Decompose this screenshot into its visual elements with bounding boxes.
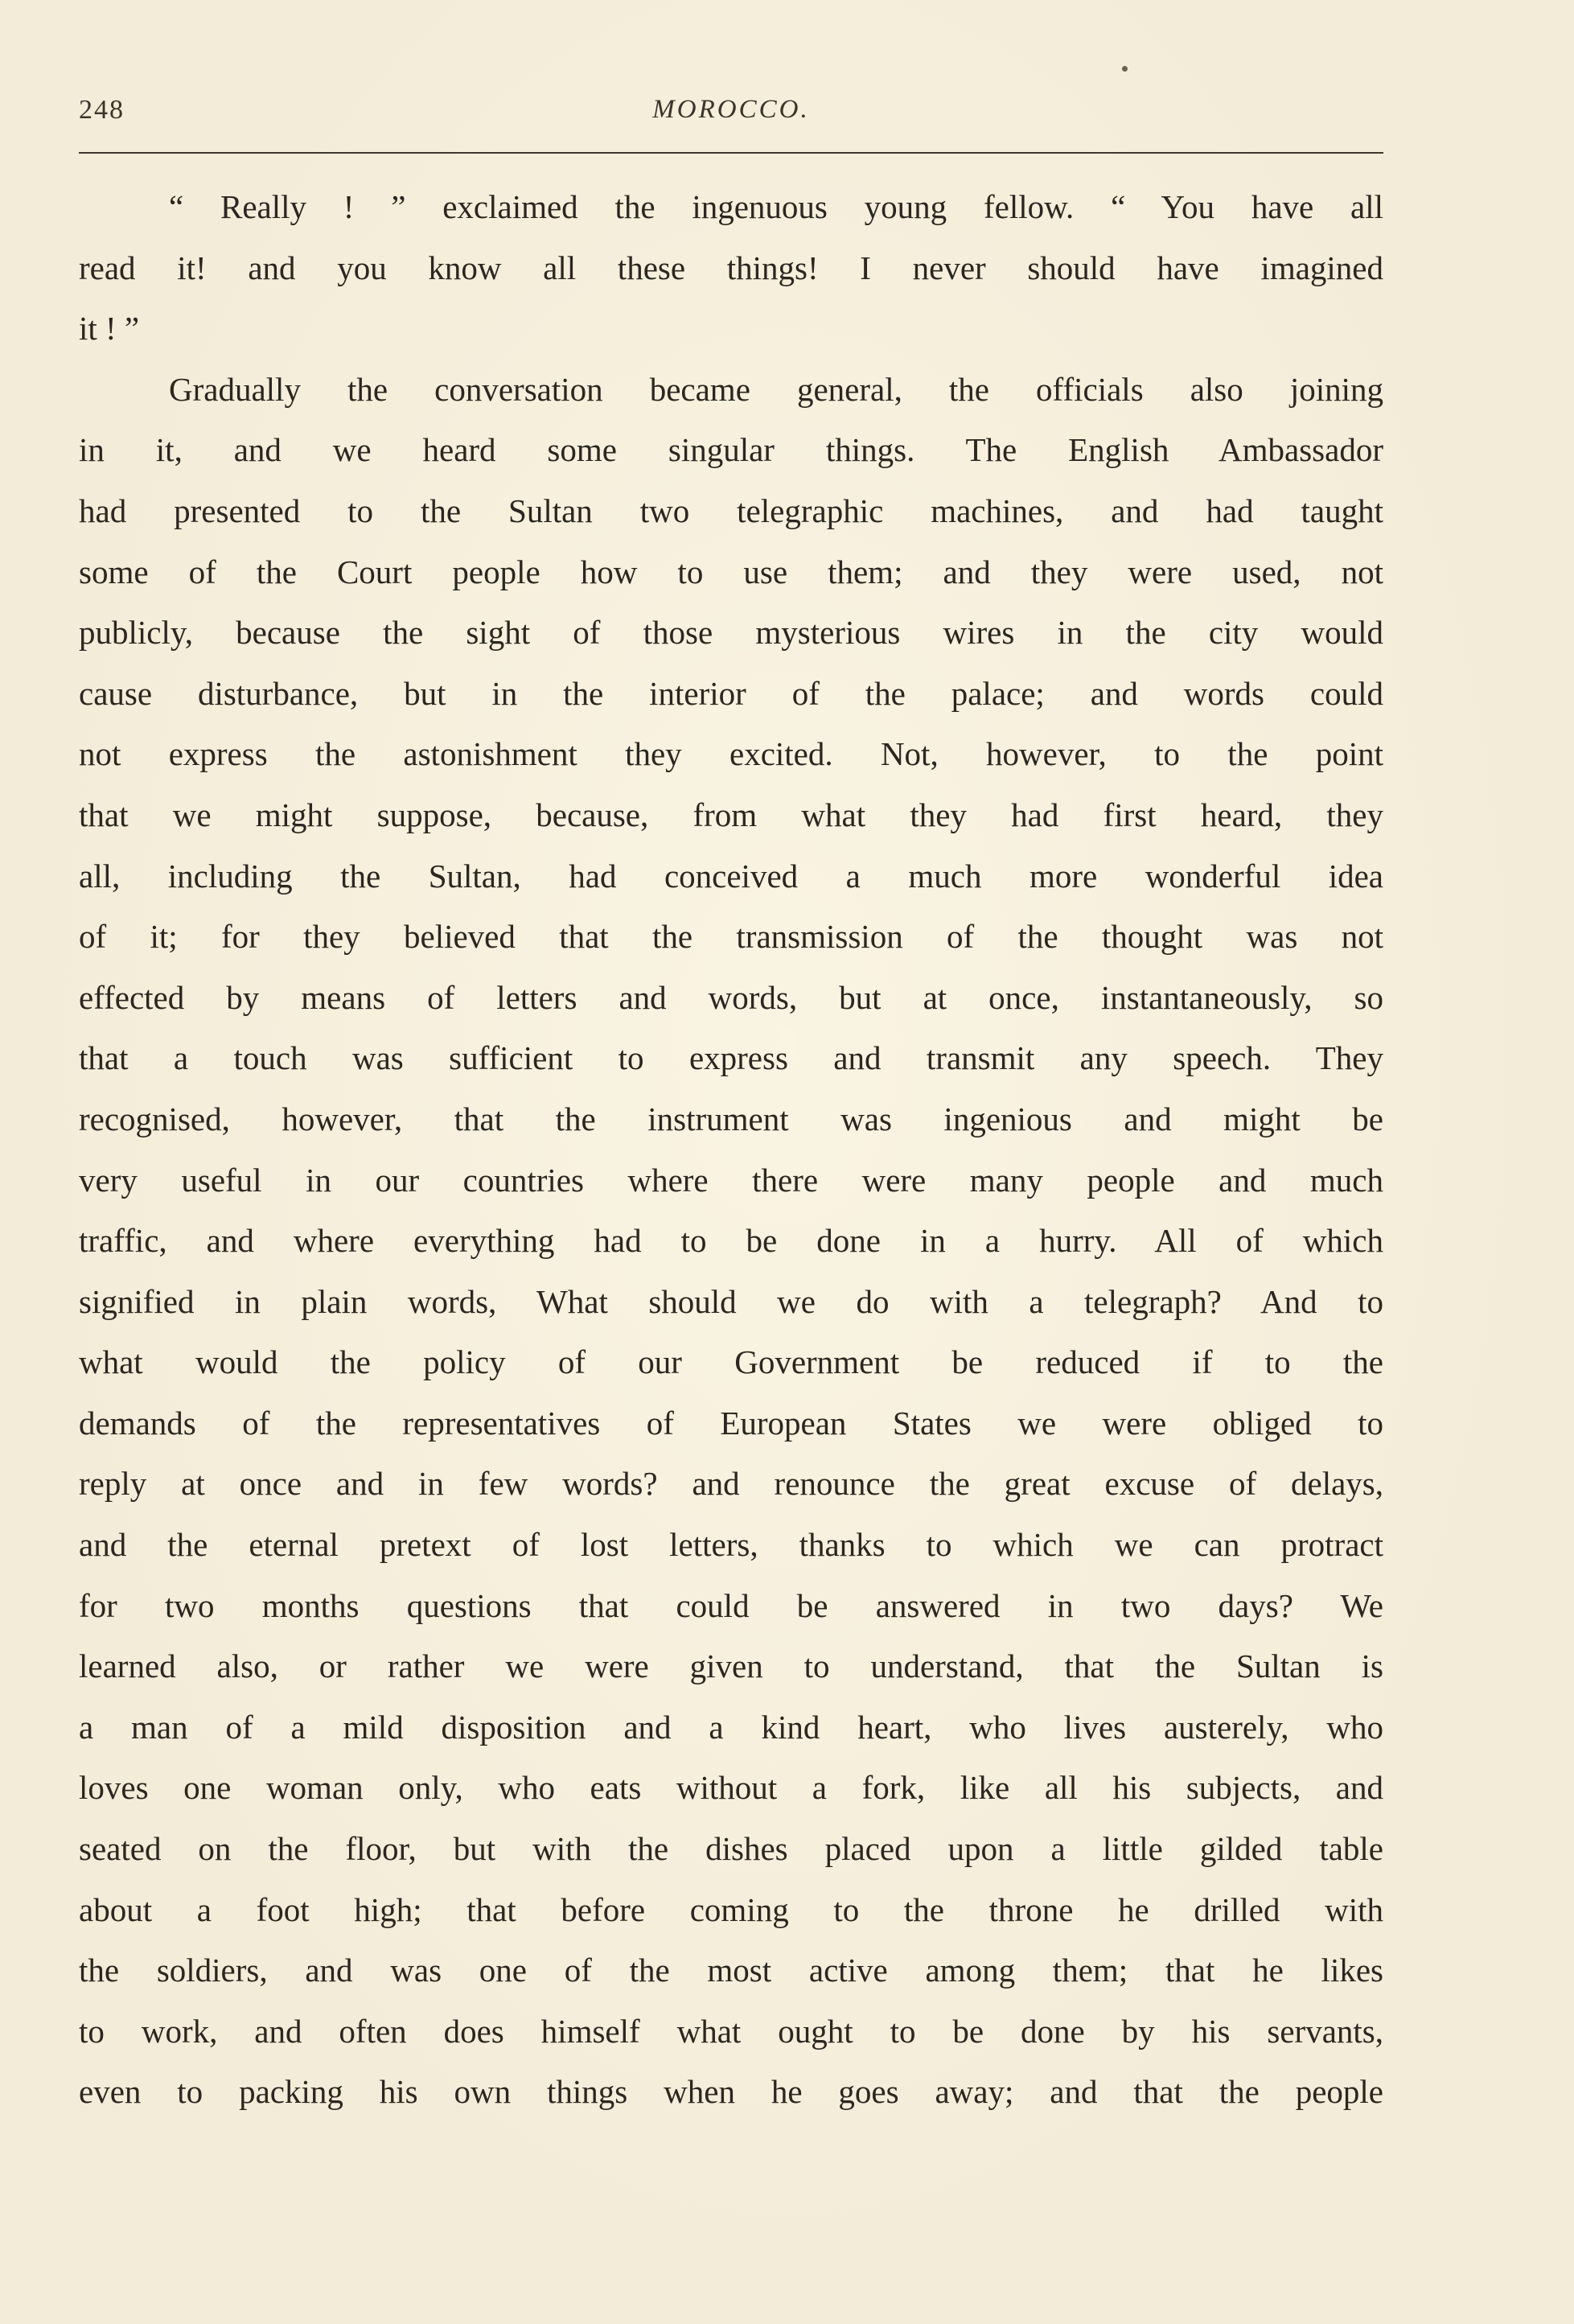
text-line: cause disturbance, but in the interior of the palace; and words could	[79, 674, 1383, 712]
text-line: that a touch was sufficient to express and transmit any speech. They	[79, 1039, 1383, 1077]
ink-speck	[1122, 66, 1128, 72]
text-line: even to packing his own things when he goes away; and that the people	[79, 2073, 1383, 2111]
text-line: of it; for they believed that the transmission of the thought was not	[79, 918, 1383, 956]
text-line: learned also, or rather we were given to understand, that the Sultan is	[79, 1647, 1383, 1685]
text-line: to work, and often does himself what ought to be done by his servants,	[79, 2012, 1383, 2050]
text-line: that we might suppose, because, from what they had first heard, they	[79, 796, 1383, 833]
page-number: 248	[79, 95, 125, 125]
text-line: seated on the floor, but with the dishes placed upon a little gilded table	[79, 1830, 1383, 1868]
text-line: reply at once and in few words? and renounce the great excuse of delays,	[79, 1465, 1383, 1503]
text-line: had presented to the Sultan two telegraphic machines, and had taught	[79, 492, 1383, 529]
text-line: signified in plain words, What should we do with a telegraph? And to	[79, 1282, 1383, 1320]
text-line: “ Really ! ” exclaimed the ingenuous young fellow. “ You have all	[169, 188, 1383, 225]
text-line: not express the astonishment they excited. Not, however, to the point	[79, 735, 1383, 773]
text-line: for two months questions that could be answered in two days? We	[79, 1586, 1383, 1624]
text-line: recognised, however, that the instrument was ingenious and might be	[79, 1100, 1383, 1137]
text-line: loves one woman only, who eats without a fork, like all his subjects, and	[79, 1769, 1383, 1807]
text-line: in it, and we heard some singular things. The English Ambassador	[79, 431, 1383, 469]
text-line: about a foot high; that before coming to the throne he drilled with	[79, 1890, 1383, 1928]
text-line: some of the Court people how to use them; and they were used, not	[79, 553, 1383, 590]
text-line: effected by means of letters and words, but at once, instantaneously, so	[79, 978, 1383, 1016]
text-line: it ! ”	[79, 310, 140, 348]
header-rule	[79, 152, 1383, 154]
running-head: MOROCCO.	[652, 95, 810, 124]
text-line: and the eternal pretext of lost letters, thanks to which we can protract	[79, 1526, 1383, 1564]
text-line: Gradually the conversation became general, the officials also joining	[169, 370, 1383, 408]
text-line: demands of the representatives of European States we were obliged to	[79, 1404, 1383, 1442]
text-line: what would the policy of our Government be reduced if to the	[79, 1343, 1383, 1381]
text-line: the soldiers, and was one of the most active among them; that he likes	[79, 1952, 1383, 1989]
page-header	[79, 95, 1383, 143]
text-line: very useful in our countries where there were many people and much	[79, 1161, 1383, 1199]
text-line: all, including the Sultan, had conceived a much more wonderful idea	[79, 857, 1383, 895]
text-line: publicly, because the sight of those mysterious wires in the city would	[79, 614, 1383, 652]
body-text	[79, 177, 1383, 2123]
text-line: read it! and you know all these things! I never should have imagined	[79, 249, 1383, 286]
text-line: a man of a mild disposition and a kind heart, who lives austerely, who	[79, 1708, 1383, 1746]
text-line: traffic, and where everything had to be done in a hurry. All of which	[79, 1222, 1383, 1260]
